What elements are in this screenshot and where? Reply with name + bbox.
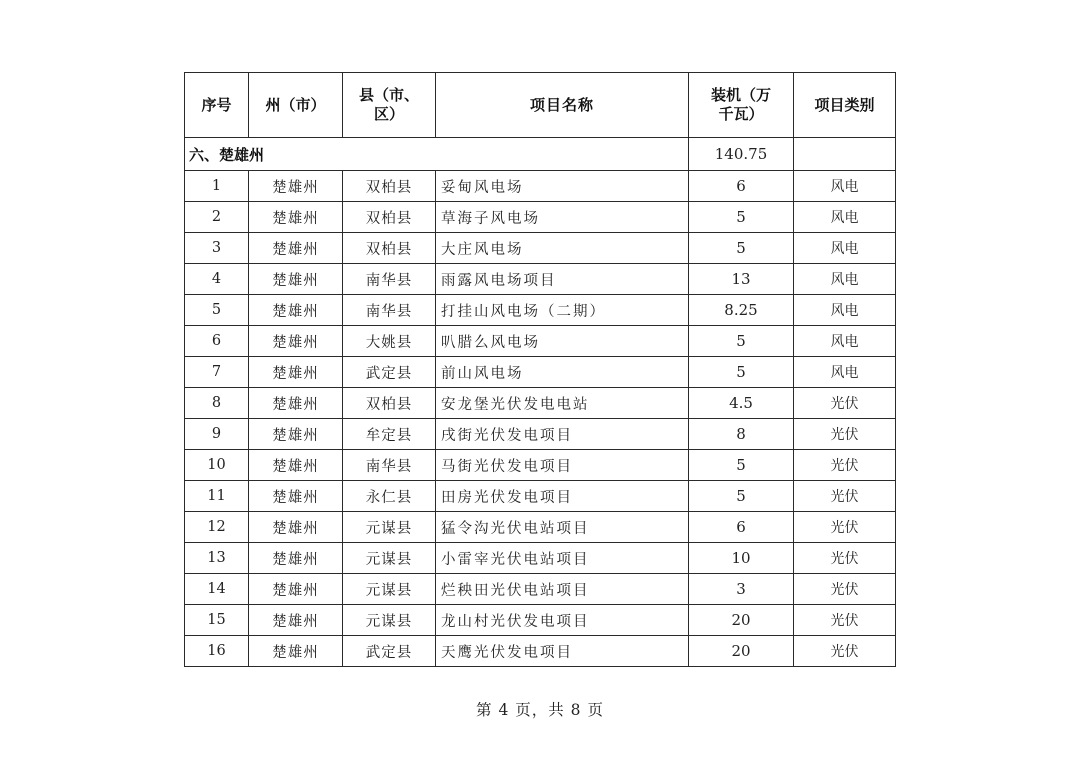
cell-seq: 11 bbox=[185, 481, 249, 512]
cell-category: 光伏 bbox=[794, 636, 896, 667]
cell-capacity: 5 bbox=[689, 202, 794, 233]
cell-prefecture: 楚雄州 bbox=[249, 388, 343, 419]
cell-prefecture: 楚雄州 bbox=[249, 264, 343, 295]
cell-capacity: 20 bbox=[689, 636, 794, 667]
header-project-name: 项目名称 bbox=[436, 73, 689, 138]
header-category: 项目类别 bbox=[794, 73, 896, 138]
section-total-capacity: 140.75 bbox=[689, 138, 794, 171]
cell-county: 元谋县 bbox=[343, 574, 436, 605]
cell-seq: 9 bbox=[185, 419, 249, 450]
cell-prefecture: 楚雄州 bbox=[249, 636, 343, 667]
cell-project-name: 天鹰光伏发电项目 bbox=[436, 636, 689, 667]
table-body bbox=[185, 138, 896, 667]
cell-seq: 7 bbox=[185, 357, 249, 388]
cell-prefecture: 楚雄州 bbox=[249, 326, 343, 357]
cell-county: 双柏县 bbox=[343, 233, 436, 264]
table-row bbox=[185, 605, 896, 636]
table-header bbox=[185, 73, 896, 138]
cell-county: 元谋县 bbox=[343, 512, 436, 543]
cell-prefecture: 楚雄州 bbox=[249, 171, 343, 202]
table-row bbox=[185, 326, 896, 357]
cell-category: 光伏 bbox=[794, 388, 896, 419]
cell-capacity: 3 bbox=[689, 574, 794, 605]
cell-capacity: 5 bbox=[689, 357, 794, 388]
cell-seq: 16 bbox=[185, 636, 249, 667]
cell-prefecture: 楚雄州 bbox=[249, 295, 343, 326]
cell-seq: 10 bbox=[185, 450, 249, 481]
cell-project-name: 前山风电场 bbox=[436, 357, 689, 388]
table-row bbox=[185, 388, 896, 419]
cell-category: 光伏 bbox=[794, 512, 896, 543]
cell-county: 南华县 bbox=[343, 264, 436, 295]
table-row bbox=[185, 481, 896, 512]
cell-seq: 8 bbox=[185, 388, 249, 419]
cell-capacity: 8.25 bbox=[689, 295, 794, 326]
cell-project-name: 烂秧田光伏电站项目 bbox=[436, 574, 689, 605]
cell-prefecture: 楚雄州 bbox=[249, 233, 343, 264]
table-row bbox=[185, 171, 896, 202]
cell-category: 风电 bbox=[794, 171, 896, 202]
page-number: 第 4 页，共 8 页 bbox=[476, 701, 604, 719]
cell-category: 光伏 bbox=[794, 481, 896, 512]
cell-capacity: 5 bbox=[689, 233, 794, 264]
cell-category: 风电 bbox=[794, 357, 896, 388]
cell-seq: 2 bbox=[185, 202, 249, 233]
cell-capacity: 8 bbox=[689, 419, 794, 450]
cell-county: 双柏县 bbox=[343, 171, 436, 202]
cell-county: 永仁县 bbox=[343, 481, 436, 512]
cell-seq: 4 bbox=[185, 264, 249, 295]
cell-capacity: 10 bbox=[689, 543, 794, 574]
table-row bbox=[185, 450, 896, 481]
cell-capacity: 13 bbox=[689, 264, 794, 295]
cell-seq: 6 bbox=[185, 326, 249, 357]
table-row bbox=[185, 202, 896, 233]
cell-county: 南华县 bbox=[343, 450, 436, 481]
cell-category: 光伏 bbox=[794, 574, 896, 605]
cell-capacity: 6 bbox=[689, 171, 794, 202]
table-row bbox=[185, 636, 896, 667]
cell-category: 光伏 bbox=[794, 450, 896, 481]
cell-capacity: 6 bbox=[689, 512, 794, 543]
cell-county: 元谋县 bbox=[343, 543, 436, 574]
header-capacity: 装机（万千瓦） bbox=[689, 73, 794, 138]
cell-capacity: 5 bbox=[689, 326, 794, 357]
cell-prefecture: 楚雄州 bbox=[249, 202, 343, 233]
table-row bbox=[185, 295, 896, 326]
cell-prefecture: 楚雄州 bbox=[249, 543, 343, 574]
cell-project-name: 马街光伏发电项目 bbox=[436, 450, 689, 481]
cell-project-name: 大庄风电场 bbox=[436, 233, 689, 264]
cell-prefecture: 楚雄州 bbox=[249, 605, 343, 636]
cell-category: 风电 bbox=[794, 233, 896, 264]
cell-prefecture: 楚雄州 bbox=[249, 574, 343, 605]
cell-seq: 14 bbox=[185, 574, 249, 605]
cell-category: 风电 bbox=[794, 295, 896, 326]
table-row bbox=[185, 419, 896, 450]
cell-seq: 3 bbox=[185, 233, 249, 264]
cell-category: 风电 bbox=[794, 202, 896, 233]
cell-capacity: 4.5 bbox=[689, 388, 794, 419]
cell-category: 风电 bbox=[794, 326, 896, 357]
cell-capacity: 5 bbox=[689, 450, 794, 481]
cell-prefecture: 楚雄州 bbox=[249, 512, 343, 543]
header-row bbox=[185, 73, 896, 138]
cell-category: 光伏 bbox=[794, 605, 896, 636]
section-category-empty bbox=[794, 138, 896, 171]
cell-project-name: 安龙堡光伏发电电站 bbox=[436, 388, 689, 419]
cell-project-name: 叭腊么风电场 bbox=[436, 326, 689, 357]
table-row bbox=[185, 233, 896, 264]
cell-county: 武定县 bbox=[343, 357, 436, 388]
cell-capacity: 20 bbox=[689, 605, 794, 636]
cell-project-name: 戌街光伏发电项目 bbox=[436, 419, 689, 450]
cell-county: 双柏县 bbox=[343, 388, 436, 419]
cell-county: 牟定县 bbox=[343, 419, 436, 450]
cell-category: 风电 bbox=[794, 264, 896, 295]
section-row bbox=[185, 138, 896, 171]
cell-project-name: 妥甸风电场 bbox=[436, 171, 689, 202]
project-table bbox=[184, 72, 896, 667]
header-seq: 序号 bbox=[185, 73, 249, 138]
cell-project-name: 草海子风电场 bbox=[436, 202, 689, 233]
cell-prefecture: 楚雄州 bbox=[249, 481, 343, 512]
table-row bbox=[185, 543, 896, 574]
cell-capacity: 5 bbox=[689, 481, 794, 512]
cell-project-name: 田房光伏发电项目 bbox=[436, 481, 689, 512]
cell-prefecture: 楚雄州 bbox=[249, 357, 343, 388]
cell-seq: 13 bbox=[185, 543, 249, 574]
cell-county: 南华县 bbox=[343, 295, 436, 326]
cell-project-name: 雨露风电场项目 bbox=[436, 264, 689, 295]
cell-project-name: 小雷宰光伏电站项目 bbox=[436, 543, 689, 574]
cell-prefecture: 楚雄州 bbox=[249, 419, 343, 450]
cell-prefecture: 楚雄州 bbox=[249, 450, 343, 481]
cell-county: 武定县 bbox=[343, 636, 436, 667]
cell-county: 大姚县 bbox=[343, 326, 436, 357]
cell-county: 元谋县 bbox=[343, 605, 436, 636]
table-row bbox=[185, 574, 896, 605]
cell-project-name: 龙山村光伏发电项目 bbox=[436, 605, 689, 636]
section-title: 六、楚雄州 bbox=[185, 138, 689, 171]
cell-project-name: 猛令沟光伏电站项目 bbox=[436, 512, 689, 543]
header-prefecture: 州（市） bbox=[249, 73, 343, 138]
cell-seq: 1 bbox=[185, 171, 249, 202]
table-row bbox=[185, 357, 896, 388]
cell-category: 光伏 bbox=[794, 419, 896, 450]
cell-seq: 15 bbox=[185, 605, 249, 636]
cell-seq: 12 bbox=[185, 512, 249, 543]
table-row bbox=[185, 264, 896, 295]
table-row bbox=[185, 512, 896, 543]
cell-category: 光伏 bbox=[794, 543, 896, 574]
cell-county: 双柏县 bbox=[343, 202, 436, 233]
cell-seq: 5 bbox=[185, 295, 249, 326]
cell-project-name: 打挂山风电场（二期） bbox=[436, 295, 689, 326]
header-county: 县（市、区） bbox=[343, 73, 436, 138]
